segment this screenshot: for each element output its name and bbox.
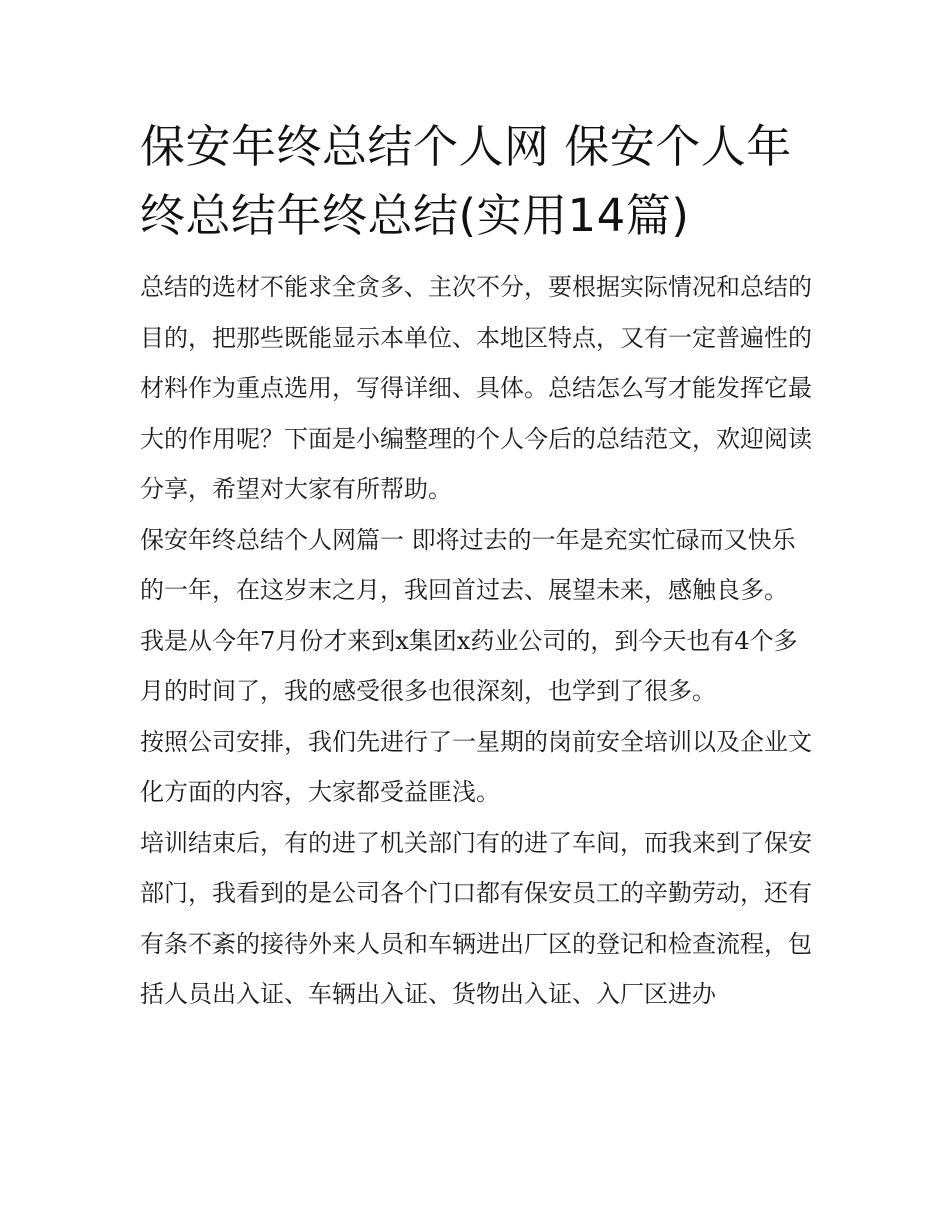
document-title: 保安年终总结个人网 保安个人年终总结年终总结(实用14篇) (140, 120, 792, 242)
paragraph-arrival: 我是从今年7月份才来到x集团x药业公司的，到今天也有4个多月的时间了，我的感受很多也很深刻，也学到了很多。 (140, 626, 798, 705)
paragraph-security-dept: 培训结束后，有的进了机关部门有的进了车间，而我来到了保安部门，我看到的是公司各个门口都有保安员工的辛勤劳动，还有有条不紊的接待外来人员和车辆进出厂区的登记和检查流程，包括人员出入证、车辆出入证、货物出入证、入厂区进办 (140, 828, 812, 1008)
document-content (140, 112, 812, 1020)
paragraph-intro: 总结的选材不能求全贪多、主次不分，要根据实际情况和总结的目的，把那些既能显示本单位、本地区特点，又有一定普遍性的材料作为重点选用，写得详细、具体。总结怎么写才能发挥它最大的作用呢？下面是小编整理的个人今后的总结范文，欢迎阅读分享，希望对大家有所帮助。 (140, 273, 812, 503)
paragraph-training: 按照公司安排，我们先进行了一星期的岗前安全培训以及企业文化方面的内容，大家都受益匪浅。 (140, 727, 812, 806)
paragraph-part-one: 保安年终总结个人网篇一 即将过去的一年是充实忙碌而又快乐的一年，在这岁末之月，我回首过去、展望未来，感触良多。 (140, 525, 796, 604)
